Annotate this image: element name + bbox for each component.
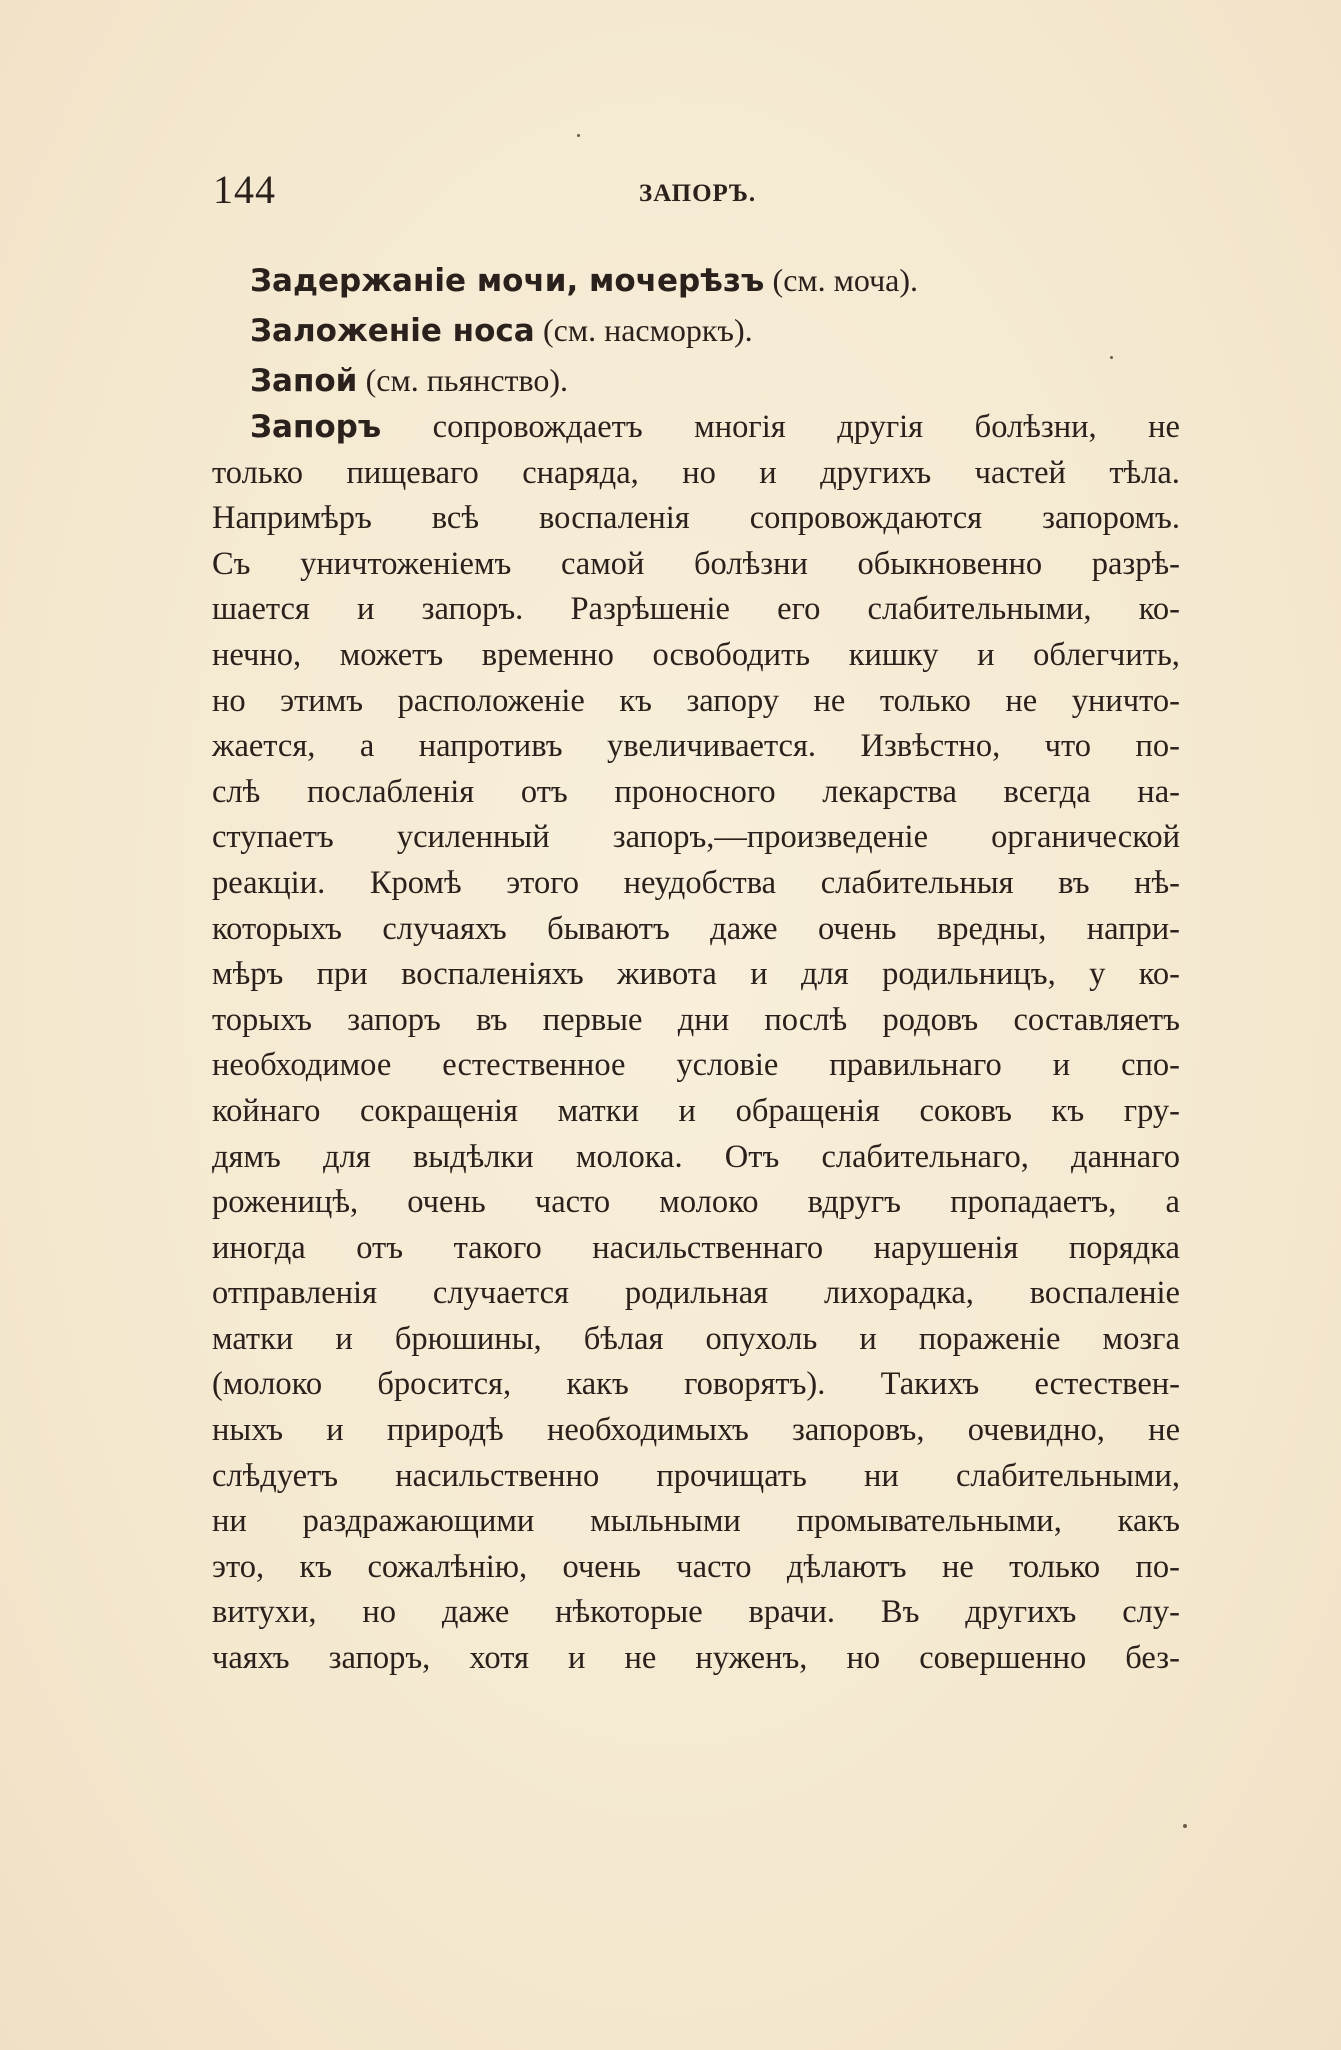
word: запору [686, 682, 780, 719]
word: составляетъ [1013, 1001, 1180, 1038]
word: и [568, 1640, 586, 1677]
word: которыхъ [212, 910, 342, 947]
word: и [859, 1320, 877, 1357]
word: естественное [442, 1047, 626, 1084]
word: какъ [566, 1366, 629, 1403]
text-line [212, 1408, 1180, 1454]
word: напротивъ [418, 728, 563, 765]
word: многія [694, 409, 786, 445]
word: на- [1137, 773, 1180, 810]
word: расположеніе [397, 682, 585, 719]
text-line [212, 907, 1180, 953]
word: очень [407, 1184, 486, 1221]
word: ни [212, 1503, 247, 1540]
word: послабленія [306, 773, 475, 810]
word: случаяхъ [382, 910, 507, 947]
word: къ [1051, 1092, 1085, 1129]
word: не [1005, 682, 1038, 719]
text-line [212, 952, 1180, 998]
word: напри- [1086, 910, 1180, 947]
word: прочищать [656, 1457, 807, 1494]
entry-reference: (см. пьянство). [365, 362, 569, 398]
text-line [212, 1590, 1180, 1636]
word: молоко [659, 1184, 759, 1221]
word: слѣ [212, 773, 261, 810]
entry-term: Задержаніе мочи, мочерѣзъ [250, 263, 765, 299]
entry-reference: (см. насморкъ). [542, 312, 753, 348]
word: мозга [1102, 1320, 1180, 1357]
word: другихъ [965, 1594, 1077, 1631]
word: даннаго [1071, 1138, 1180, 1175]
word: очень [562, 1548, 641, 1585]
word: дни [677, 1001, 730, 1038]
word: обыкновенно [857, 545, 1043, 582]
word: дямъ [212, 1138, 281, 1175]
word: гру- [1123, 1092, 1180, 1129]
word: лекарства [822, 773, 957, 810]
word: усиленный [396, 819, 550, 856]
entry-term: Заложеніе носа [250, 313, 535, 349]
word: сопровождаетъ [432, 409, 643, 445]
word: Съ [212, 545, 251, 582]
entry-binge-drinking [212, 355, 1180, 405]
word: природѣ [386, 1412, 504, 1449]
word: у [1089, 956, 1106, 993]
word: запоровъ, [792, 1412, 925, 1449]
word: уничто- [1071, 682, 1180, 719]
word: но [362, 1594, 397, 1631]
text-line [212, 405, 1180, 451]
word: освободить [652, 636, 811, 673]
text-line [212, 587, 1180, 633]
dictionary-entries [212, 255, 1180, 1682]
text-line [212, 724, 1180, 770]
word: не [1148, 1412, 1180, 1449]
word: нѣкоторые [555, 1594, 703, 1631]
word: родильная [624, 1275, 769, 1312]
word: витухи, [212, 1594, 317, 1631]
paper-speck [1183, 1824, 1187, 1828]
word: и [678, 1092, 696, 1129]
text-line [212, 770, 1180, 816]
word: не [813, 682, 846, 719]
word: и [357, 591, 375, 628]
word: роженицѣ, [212, 1184, 359, 1221]
word: отправленія [212, 1275, 378, 1312]
word: насильственно [395, 1457, 600, 1494]
word: самой [560, 545, 645, 582]
paper-speck [1110, 356, 1113, 359]
word: обращенія [735, 1092, 880, 1129]
word: но [212, 682, 246, 719]
word: можетъ [339, 636, 444, 673]
paper-speck [577, 134, 580, 137]
word: его [777, 591, 821, 628]
word: другихъ [820, 454, 932, 491]
word: опухоль [705, 1320, 818, 1357]
text-line [212, 542, 1180, 588]
word: хотя [469, 1640, 529, 1677]
running-head: ЗАПОРЪ. [639, 180, 757, 207]
word: без- [1125, 1640, 1180, 1677]
text-line [212, 1499, 1180, 1545]
text-line [212, 1636, 1180, 1682]
word: выдѣлки [412, 1138, 534, 1175]
word: а [1165, 1184, 1180, 1221]
word: торыхъ [212, 1001, 312, 1038]
entry-nasal-congestion [212, 305, 1180, 355]
word: этимъ [280, 682, 364, 719]
word: необходимое [212, 1047, 392, 1084]
word: жается, [212, 728, 316, 765]
word: правильнаго [829, 1047, 1002, 1084]
word: воспаленіе [1029, 1275, 1180, 1312]
word: отъ [520, 773, 568, 810]
word: кишку [848, 636, 939, 673]
word: этого [506, 864, 579, 901]
word: и [335, 1320, 353, 1357]
text-line [212, 815, 1180, 861]
text-line [212, 861, 1180, 907]
word: пропадаетъ, [950, 1184, 1117, 1221]
word: Извѣстно, [860, 728, 1001, 765]
text-line [212, 998, 1180, 1044]
word: (молоко [212, 1366, 323, 1403]
word: ко- [1138, 591, 1180, 628]
word: естествен- [1034, 1366, 1180, 1403]
word: Кромѣ [369, 864, 462, 901]
word: мѣръ [212, 956, 284, 993]
entry-urine-retention [212, 255, 1180, 305]
word: тѣла. [1109, 454, 1180, 491]
text-line [212, 633, 1180, 679]
word: нуженъ, [695, 1640, 808, 1677]
word: запоръ,—произведеніе [612, 819, 928, 856]
word: первые [542, 1001, 643, 1038]
word: дѣлаютъ [786, 1548, 907, 1585]
word: ныхъ [212, 1412, 284, 1449]
word: къ [619, 682, 652, 719]
word: слабительнаго, [821, 1138, 1029, 1175]
word: для [800, 956, 849, 993]
word: не [941, 1548, 974, 1585]
word: Въ [880, 1594, 920, 1631]
word: въ [1058, 864, 1090, 901]
word: сокращенія [360, 1092, 518, 1129]
word: это, [212, 1548, 265, 1585]
word: слабительными, [867, 591, 1092, 628]
word: Отъ [724, 1138, 780, 1175]
word: нарушенія [873, 1229, 1019, 1266]
word: очевидно, [967, 1412, 1105, 1449]
word: Такихъ [880, 1366, 980, 1403]
page-header [213, 166, 1173, 216]
word: неудобства [623, 864, 777, 901]
word: временно [481, 636, 614, 673]
entry-constipation-body [212, 405, 1180, 1682]
word: раздражающими [302, 1503, 535, 1540]
word: мыльными [590, 1503, 741, 1540]
word: воспаленіяхъ [401, 956, 584, 993]
word: какъ [1117, 1503, 1180, 1540]
word: другія [837, 409, 924, 445]
word: часто [534, 1184, 611, 1221]
word: и [326, 1412, 344, 1449]
word: слабительныя [820, 864, 1014, 901]
word: слабительными, [956, 1457, 1180, 1494]
word: Разрѣшеніе [570, 591, 730, 628]
word: такого [453, 1229, 542, 1266]
word: и [1052, 1047, 1071, 1084]
word: случается [432, 1275, 569, 1312]
word: чаяхъ [212, 1640, 290, 1677]
text-line [212, 1317, 1180, 1363]
text-line [212, 1043, 1180, 1089]
word: молока. [575, 1138, 683, 1175]
word: слѣдуетъ [212, 1457, 339, 1494]
word: говорятъ). [684, 1366, 826, 1403]
word: очень [818, 910, 897, 947]
word: спо- [1121, 1047, 1180, 1084]
word: только [212, 454, 304, 491]
word: только [879, 682, 971, 719]
word: нечно, [212, 636, 302, 673]
word: ни [864, 1457, 899, 1494]
word: сопровождаются [749, 500, 983, 537]
word: сожалѣнію, [367, 1548, 528, 1585]
word: бываютъ [547, 910, 670, 947]
word: всегда [1003, 773, 1091, 810]
word: болѣзни, [974, 409, 1097, 445]
word: нѣ- [1134, 864, 1180, 901]
word: по- [1135, 1548, 1180, 1585]
word: только [1009, 1548, 1101, 1585]
word: родовъ [882, 1001, 979, 1038]
word: врачи. [748, 1594, 836, 1631]
word: для [323, 1138, 371, 1175]
word: но [846, 1640, 881, 1677]
word: матки [557, 1092, 639, 1129]
word: болѣзни [694, 545, 808, 582]
word: облегчить, [1033, 636, 1180, 673]
word: пищеваго [346, 454, 479, 491]
word: ступаетъ [212, 819, 334, 856]
word: и [977, 636, 995, 673]
word: живота [617, 956, 717, 993]
word: вредны, [936, 910, 1047, 947]
word: запоръ. [421, 591, 524, 628]
text-line [212, 1089, 1180, 1135]
word: уничтоженіемъ [300, 545, 512, 582]
word: соковъ [919, 1092, 1012, 1129]
word: снаряда, [522, 454, 639, 491]
word: запоръ [347, 1001, 441, 1038]
word: въ [476, 1001, 508, 1038]
entry-term: Запой [250, 363, 358, 399]
word: родильницъ, [882, 956, 1056, 993]
word: лихорадка, [823, 1275, 974, 1312]
word: запоромъ. [1042, 500, 1180, 537]
word: запоръ, [328, 1640, 431, 1677]
word: пораженіе [918, 1320, 1061, 1357]
word: порядка [1068, 1229, 1180, 1266]
word: проносного [614, 773, 776, 810]
text-line [212, 451, 1180, 497]
text-line [212, 496, 1180, 542]
word: при [316, 956, 368, 993]
word: воспаленія [539, 500, 690, 537]
word: даже [710, 910, 778, 947]
word: но [682, 454, 716, 491]
text-line [212, 1271, 1180, 1317]
word: вдругъ [807, 1184, 901, 1221]
word: частей [974, 454, 1066, 491]
word: разрѣ- [1091, 545, 1180, 582]
word: промывательными, [796, 1503, 1062, 1540]
word: не [624, 1640, 657, 1677]
word: къ [299, 1548, 333, 1585]
word: отъ [356, 1229, 404, 1266]
word: условіе [676, 1047, 779, 1084]
word: совершенно [919, 1640, 1087, 1677]
word: и [750, 956, 768, 993]
word: всѣ [431, 500, 480, 537]
word: по- [1135, 728, 1180, 765]
word: необходимыхъ [546, 1412, 749, 1449]
entry-term: Запоръ [250, 409, 382, 445]
entry-reference: (см. моча). [772, 262, 919, 298]
text-line [212, 1180, 1180, 1226]
text-line [212, 679, 1180, 725]
word: матки [212, 1320, 294, 1357]
word: слу- [1122, 1594, 1180, 1631]
word: не [1148, 409, 1180, 445]
text-line [212, 1545, 1180, 1591]
text-line [212, 1226, 1180, 1272]
word: Напримѣръ [212, 500, 372, 537]
word: увеличивается. [607, 728, 817, 765]
word: послѣ [764, 1001, 848, 1038]
word: шается [212, 591, 310, 628]
text-line [212, 1454, 1180, 1500]
word: бросится, [377, 1366, 512, 1403]
word: насильственнаго [592, 1229, 824, 1266]
word: даже [441, 1594, 510, 1631]
word: койнаго [212, 1092, 321, 1129]
text-line [212, 1362, 1180, 1408]
word: что [1044, 728, 1092, 765]
page-number: 144 [213, 167, 276, 212]
word: ко- [1138, 956, 1180, 993]
word: бѣлая [583, 1320, 664, 1357]
word: часто [676, 1548, 752, 1585]
word: а [359, 728, 375, 765]
word: реакціи. [212, 864, 326, 901]
word: органической [991, 819, 1180, 856]
word: брюшины, [394, 1320, 542, 1357]
text-line [212, 1135, 1180, 1181]
word: иногда [212, 1229, 306, 1266]
word: и [759, 454, 777, 491]
